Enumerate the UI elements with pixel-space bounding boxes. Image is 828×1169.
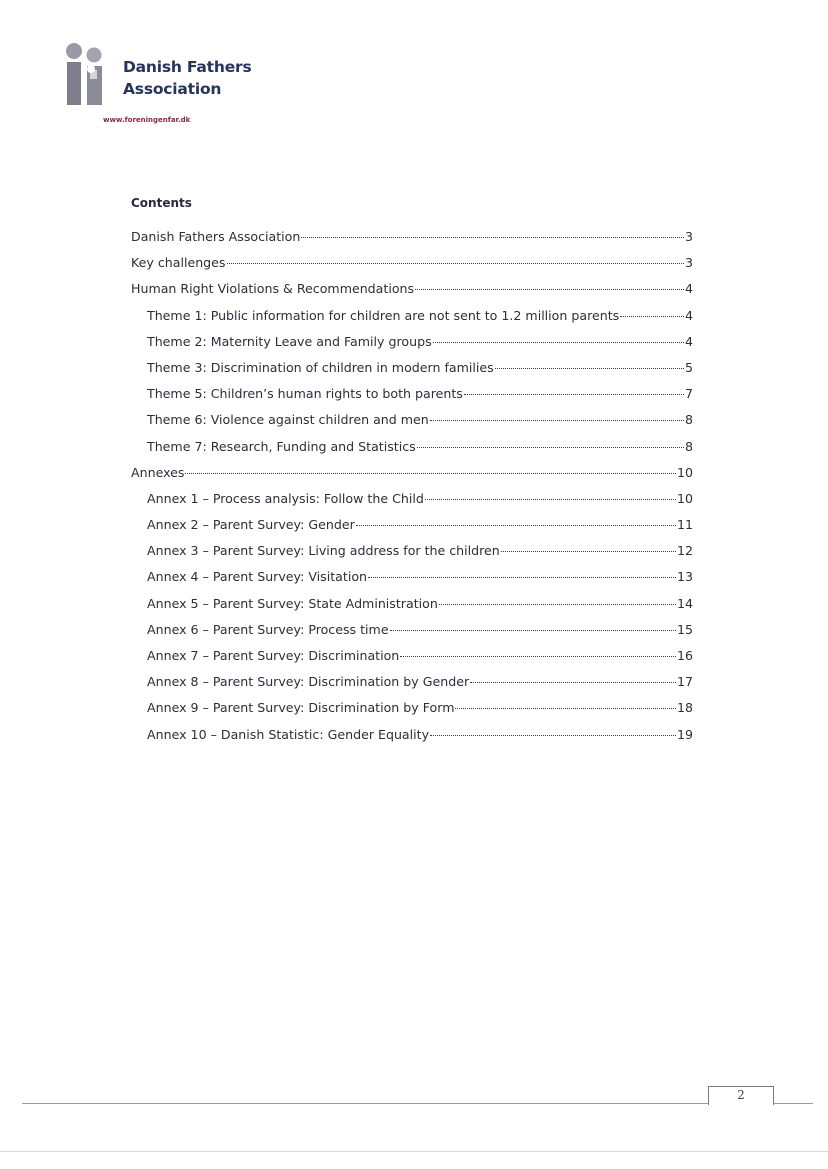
toc-entry[interactable]	[131, 281, 693, 307]
toc-entry[interactable]	[131, 308, 693, 334]
toc-entry[interactable]	[131, 700, 693, 726]
toc-dot-leader	[415, 289, 684, 290]
toc-entry[interactable]	[131, 412, 693, 438]
toc-entry[interactable]	[131, 360, 693, 386]
toc-entry[interactable]	[131, 386, 693, 412]
toc-entry[interactable]	[131, 255, 693, 281]
toc-entry[interactable]	[131, 596, 693, 622]
toc-entry-page: 8	[684, 438, 693, 454]
toc-dot-leader	[464, 394, 684, 395]
toc-entry-page: 18	[676, 700, 693, 716]
toc-entry-title: Theme 3: Discrimination of children in modern families	[147, 359, 494, 375]
toc-dot-leader	[390, 630, 676, 631]
toc-entry[interactable]	[131, 727, 693, 753]
toc-entry-page: 4	[684, 307, 693, 323]
toc-entry-title: Annex 9 – Parent Survey: Discrimination by Form	[147, 700, 455, 716]
toc-entry-page: 5	[684, 359, 693, 375]
toc-entry[interactable]	[131, 517, 693, 543]
toc-dot-leader	[439, 604, 676, 605]
toc-entry-title: Annex 1 – Process analysis: Follow the Child	[147, 490, 424, 506]
footer-rule	[22, 1103, 813, 1104]
toc-dot-leader	[430, 420, 684, 421]
toc-dot-leader	[400, 656, 676, 657]
toc-entry[interactable]	[131, 465, 693, 491]
toc-entry-page: 14	[676, 595, 693, 611]
toc-entry-title: Annex 3 – Parent Survey: Living address for the children	[147, 543, 500, 559]
toc-entry-page: 4	[684, 333, 693, 349]
toc-dot-leader	[185, 473, 675, 474]
toc-entry[interactable]	[131, 543, 693, 569]
toc-entry-title: Annex 8 – Parent Survey: Discrimination by Gender	[147, 674, 470, 690]
toc-entry-title: Annex 10 – Danish Statistic: Gender Equality	[147, 726, 430, 742]
toc-dot-leader	[495, 368, 684, 369]
toc-dot-leader	[430, 735, 676, 736]
toc-entry-title: Theme 6: Violence against children and men	[147, 412, 429, 428]
page-number: 2	[737, 1088, 745, 1102]
toc-entry-page: 15	[676, 621, 693, 637]
page-bottom-edge	[0, 1151, 828, 1152]
toc-entry-page: 13	[676, 569, 693, 585]
toc-entry-page: 10	[676, 464, 693, 480]
toc-entry-title: Theme 1: Public information for children are not sent to 1.2 million parents	[147, 307, 620, 323]
toc-entry-page: 10	[676, 490, 693, 506]
toc-entry-page: 4	[684, 281, 693, 297]
toc-entry-title: Annex 2 – Parent Survey: Gender	[147, 517, 355, 533]
toc-entry[interactable]	[131, 674, 693, 700]
toc-dot-leader	[301, 237, 684, 238]
toc-entry-page: 16	[676, 648, 693, 663]
toc-entry[interactable]	[131, 491, 693, 517]
toc-entry[interactable]	[131, 648, 693, 674]
toc-entry[interactable]	[131, 439, 693, 465]
contents-heading: Contents	[131, 196, 192, 210]
toc-entry-page: 19	[676, 726, 693, 742]
toc-dot-leader	[620, 316, 684, 317]
organization-name-line2: Association	[123, 80, 222, 98]
toc-entry-page: 3	[684, 229, 693, 244]
toc-entry-title: Annexes	[131, 464, 185, 480]
toc-entry-title: Theme 2: Maternity Leave and Family groups	[147, 333, 432, 349]
toc-entry-page: 11	[676, 517, 693, 533]
toc-entry-title: Theme 7: Research, Funding and Statistics	[147, 438, 416, 454]
organization-name-line1: Danish Fathers	[123, 58, 252, 76]
toc-dot-leader	[356, 525, 676, 526]
toc-entry-title: Annex 6 – Parent Survey: Process time	[147, 621, 389, 637]
toc-entry[interactable]	[131, 334, 693, 360]
toc-dot-leader	[368, 577, 676, 578]
fathers-logo-icon	[64, 42, 108, 108]
toc-dot-leader	[433, 342, 684, 343]
toc-entry-page: 8	[684, 412, 693, 428]
toc-entry[interactable]	[131, 569, 693, 595]
toc-entry-title: Theme 5: Children’s human rights to both parents	[147, 386, 463, 402]
organization-logo	[64, 42, 252, 132]
toc-entry-title: Annex 7 – Parent Survey: Discrimination	[147, 648, 400, 663]
toc-dot-leader	[425, 499, 676, 500]
toc-dot-leader	[470, 682, 676, 683]
toc-entry-page: 12	[676, 543, 693, 559]
toc-entry-title: Human Right Violations & Recommendations	[131, 281, 415, 297]
toc-dot-leader	[417, 447, 684, 448]
table-of-contents	[131, 229, 693, 753]
toc-entry-page: 17	[676, 674, 693, 690]
toc-dot-leader	[227, 263, 684, 264]
toc-entry-page: 7	[684, 386, 693, 402]
toc-entry[interactable]	[131, 229, 693, 255]
page-number-box	[708, 1086, 774, 1105]
toc-entry-page: 3	[684, 255, 693, 271]
toc-entry-title: Key challenges	[131, 255, 226, 271]
toc-entry-title: Annex 5 – Parent Survey: State Administration	[147, 595, 438, 611]
toc-entry[interactable]	[131, 622, 693, 648]
toc-dot-leader	[501, 551, 676, 552]
website-url: www.foreningenfar.dk	[103, 116, 191, 124]
toc-dot-leader	[455, 708, 676, 709]
toc-entry-title: Danish Fathers Association	[131, 229, 301, 244]
organization-name	[123, 56, 252, 100]
toc-entry-title: Annex 4 – Parent Survey: Visitation	[147, 569, 368, 585]
